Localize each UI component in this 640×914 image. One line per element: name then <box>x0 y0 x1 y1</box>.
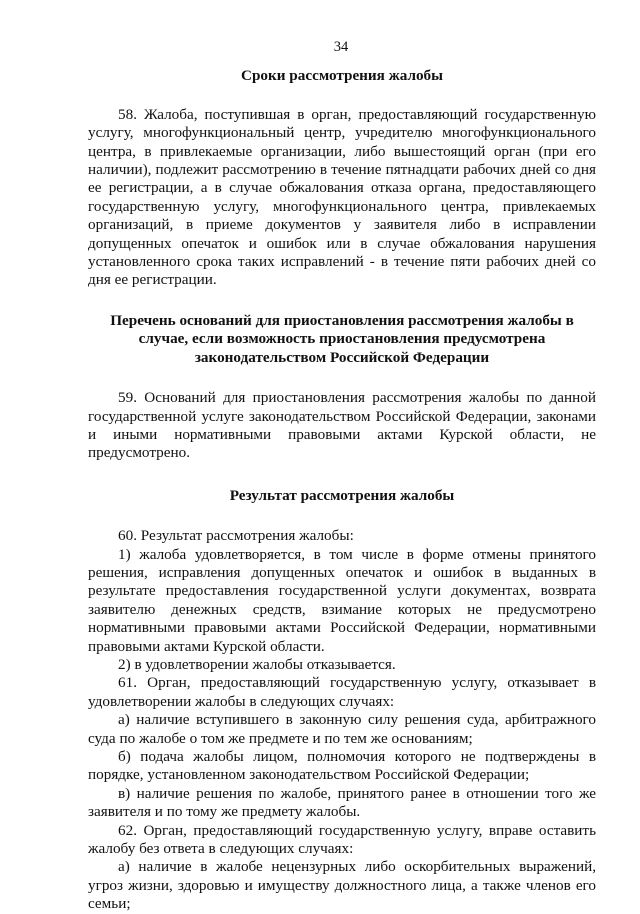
section-heading-review-terms: Сроки рассмотрения жалобы <box>240 67 444 85</box>
paragraph-60: 60. Результат рассмотрения жалобы: <box>118 527 354 545</box>
paragraph-61-item-a: а) наличие вступившего в законную силу решения суда, арбитражного суда по жалобе о том же предмете и по тем же основаниям; <box>88 711 596 747</box>
paragraph-58: 58. Жалоба, поступившая в орган, предоставляющий государственную услугу, многофункциональный центр, учредителю многофункционального центра, в привлекаемые организации, либо вышестоящий орган (при его наличии), подлежит рассмотрению в течение пятнадцати рабочих дней со дня ее регистрации, а в случае обжалования отказа органа, предоставляющего государственную услугу, многофункционального центра, привлекаемых организаций, в приеме документов у заявителя либо в исправлении допущенных опечаток и ошибок или в случае обжалования нарушения установленного срока таких исправлений - в течение пяти рабочих дней со дня ее регистрации. <box>88 105 596 289</box>
paragraph-62: 62. Орган, предоставляющий государственную услугу, вправе оставить жалобу без ответа в следующих случаях: <box>88 821 596 858</box>
paragraph-62-item-a: а) наличие в жалобе нецензурных либо оскорбительных выражений, угроз жизни, здоровью и имуществу должностного лица, а также членов его семьи; <box>88 858 596 913</box>
paragraph-60-item-2: 2) в удовлетворении жалобы отказывается. <box>118 655 396 673</box>
section-heading-review-result: Результат рассмотрения жалобы <box>229 486 455 504</box>
page-number: 34 <box>333 39 349 55</box>
paragraph-59: 59. Оснований для приостановления рассмотрения жалобы по данной государственной услуге законодательством Российской Федерации, законами и иными нормативными правовыми актами Курской области, не предусмотрено. <box>88 389 596 462</box>
paragraph-61-item-b: б) подача жалобы лицом, полномочия которого не подтверждены в порядке, установленном законодательством Российской Федерации; <box>88 748 596 784</box>
section-heading-suspension-grounds: Перечень оснований для приостановления рассмотрения жалобы в случае, если возможность приостановления предусмотрена законодательством Российской Федерации <box>110 311 574 366</box>
paragraph-61: 61. Орган, предоставляющий государственную услугу, отказывает в удовлетворении жалобы в следующих случаях: <box>88 674 596 710</box>
paragraph-61-item-v: в) наличие решения по жалобе, принятого ранее в отношении того же заявителя и по тому же предмету жалобы. <box>88 784 596 821</box>
paragraph-60-item-1: 1) жалоба удовлетворяется, в том числе в форме отмены принятого решения, исправления допущенных опечаток и ошибок в выданных в результате предоставления государственной услуги документах, возврата заявителю денежных средств, взимание которых не предусмотрено нормативными правовыми актами Российской Федерации, нормативными правовыми актами Курской области. <box>88 545 596 655</box>
document-page <box>88 38 596 914</box>
